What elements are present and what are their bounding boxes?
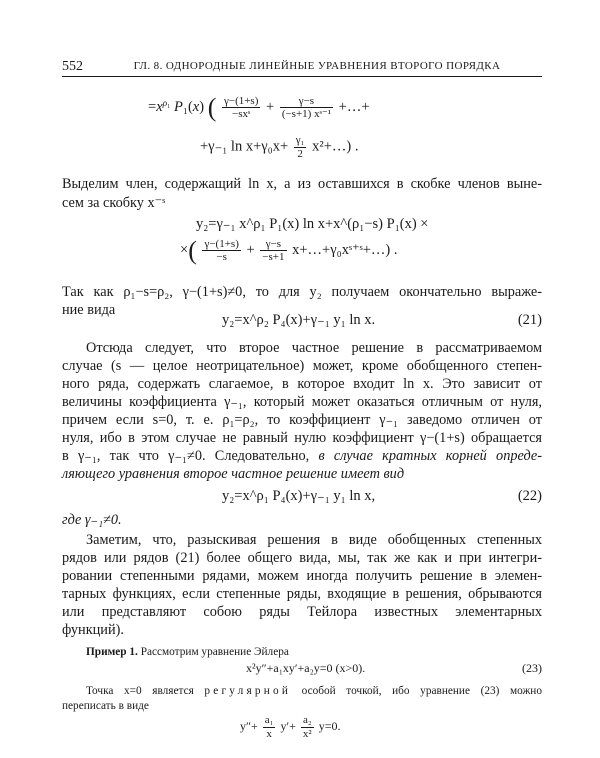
fraction: $\frac{\gamma-(1+s)}{\text{−sxˢ}}$ bbox=[224, 94, 259, 121]
paragraph-line: переписать в виде bbox=[62, 700, 149, 712]
paragraph-line: или представляют собою ряды Тейлора известных элементарных bbox=[62, 604, 542, 620]
running-header bbox=[62, 58, 542, 77]
equation-23: x²y″+a₁xy′+a₂y=0 (x>0). bbox=[246, 661, 366, 675]
paragraph-line: причем если s=0, т. е. ρ₁=ρ₂, то коэффициент γ₋₁ заведомо отличен от bbox=[62, 412, 542, 428]
equation-reduced-form: y″+ $\frac{\text{a₁}}{x}$ y′+ $\frac{\text{a₂}}{\text{x²}}$ y=0. bbox=[240, 714, 341, 740]
paragraph-line: ние вида bbox=[62, 302, 116, 318]
paragraph-line-italic: ляющего уравнения второе частное решение имеет вид bbox=[62, 466, 405, 482]
fraction: $\frac{\text{a₁}}{x}$ bbox=[264, 714, 274, 740]
paragraph-line: Отсюда следует, что второе частное решение в рассматриваемом bbox=[86, 340, 542, 356]
example-label: Пример 1. bbox=[86, 646, 138, 658]
paragraph-line: случае (s — целое неотрицательное) может, кроме обобщенного степен- bbox=[62, 358, 542, 374]
fraction: $\frac{\text{a₂}}{\text{x²}}$ bbox=[302, 714, 312, 740]
paragraph-line: Заметим, что, разыскивая решения в виде обобщенных степенных bbox=[86, 532, 542, 548]
paragraph-line: Выделим член, содержащий ln x, а из оставшихся в скобке членов выне- bbox=[62, 176, 542, 192]
paragraph-line: ного ряда, содержать слагаемое, в которое входит ln x. Это зависит от bbox=[62, 376, 542, 392]
fraction: $\frac{\gamma-(1+s)}{-s}$ bbox=[204, 237, 239, 264]
formula-continuation-line-2: +γ₋₁ ln x+γ₀x+ $\frac{\text{γ₁}}{2}$ x²+…) . bbox=[200, 134, 359, 160]
running-title: ГЛ. 8. ОДНОРОДНЫЕ ЛИНЕЙНЫЕ УРАВНЕНИЯ ВТОРОГО ПОРЯДКА bbox=[133, 60, 501, 72]
fraction: $\frac{\gamma-s}{-s+1}$ bbox=[262, 237, 285, 264]
page-number: 552 bbox=[62, 59, 83, 74]
equation-22: y₂=x^ρ₁ P₄(x)+γ₋₁ y₁ ln x, bbox=[222, 488, 376, 504]
equation-number-21: (21) bbox=[517, 312, 542, 328]
equation-y2-line-1: y₂=γ₋₁ x^ρ₁ P₁(x) ln x+x^(ρ₁−s) P₁(x) × bbox=[196, 216, 429, 232]
paragraph-line: функций). bbox=[62, 622, 124, 638]
example-heading: Пример 1. Рассмотрим уравнение Эйлера bbox=[86, 646, 289, 658]
equation-number-22: (22) bbox=[517, 488, 542, 504]
paragraph-line: сем за скобку x⁻ˢ bbox=[62, 195, 166, 211]
paragraph-line: в γ₋₁, так что γ₋₁≠0. Следовательно, в случае кратных корней опреде- bbox=[62, 448, 542, 464]
paragraph-line: тарных функциях, если степенные ряды, входящие в решения, обрываются bbox=[62, 586, 542, 602]
paragraph-line: Так как ρ₁−s=ρ₂, γ−(1+s)≠0, то для y₂ получаем окончательно выраже- bbox=[62, 284, 542, 300]
fraction: $\frac{\gamma-s}{\text{(−s+1) xˢ⁻¹}}$ bbox=[281, 94, 332, 121]
paragraph-line: величины коэффициента γ₋₁, который может оказаться отличным от нуля, bbox=[62, 394, 542, 410]
paragraph-line: нуля, ибо в этом случае не равный нулю коэффициент γ−(1+s) обращается bbox=[62, 430, 542, 446]
equation-y2-line-2: ×( $\frac{\gamma-(1+s)}{-s}$ + $\frac{\gamma-s}{-s+1}$ x+…+γ₀xˢ⁺ˢ+…) . bbox=[180, 236, 398, 265]
paragraph-line: где γ₋₁≠0. bbox=[62, 512, 122, 528]
equation-number-23: (23) bbox=[522, 661, 542, 675]
paragraph-line: ровании степенными рядами, можем иногда получить решение в элемен- bbox=[62, 568, 542, 584]
formula-continuation-line-1: $=x^{\rho_1}$ P₁(x) ( $\frac{\gamma-(1+s)}{\text{−sxˢ}}$ + $\frac{\gamma-s}{\text{(−s+1) xˢ⁻¹}}$ +…+ bbox=[148, 93, 370, 122]
fraction: $\frac{\text{γ₁}}{2}$ bbox=[295, 134, 305, 160]
equation-21: y₂=x^ρ₂ P₄(x)+γ₋₁ y₁ ln x. bbox=[222, 312, 376, 328]
paragraph-line: Точка x=0 является регулярной особой точкой, ибо уравнение (23) можно bbox=[86, 685, 543, 697]
paragraph-line: рядов или рядов (21) более общего вида, мы, так же как и при интегри- bbox=[62, 550, 542, 566]
